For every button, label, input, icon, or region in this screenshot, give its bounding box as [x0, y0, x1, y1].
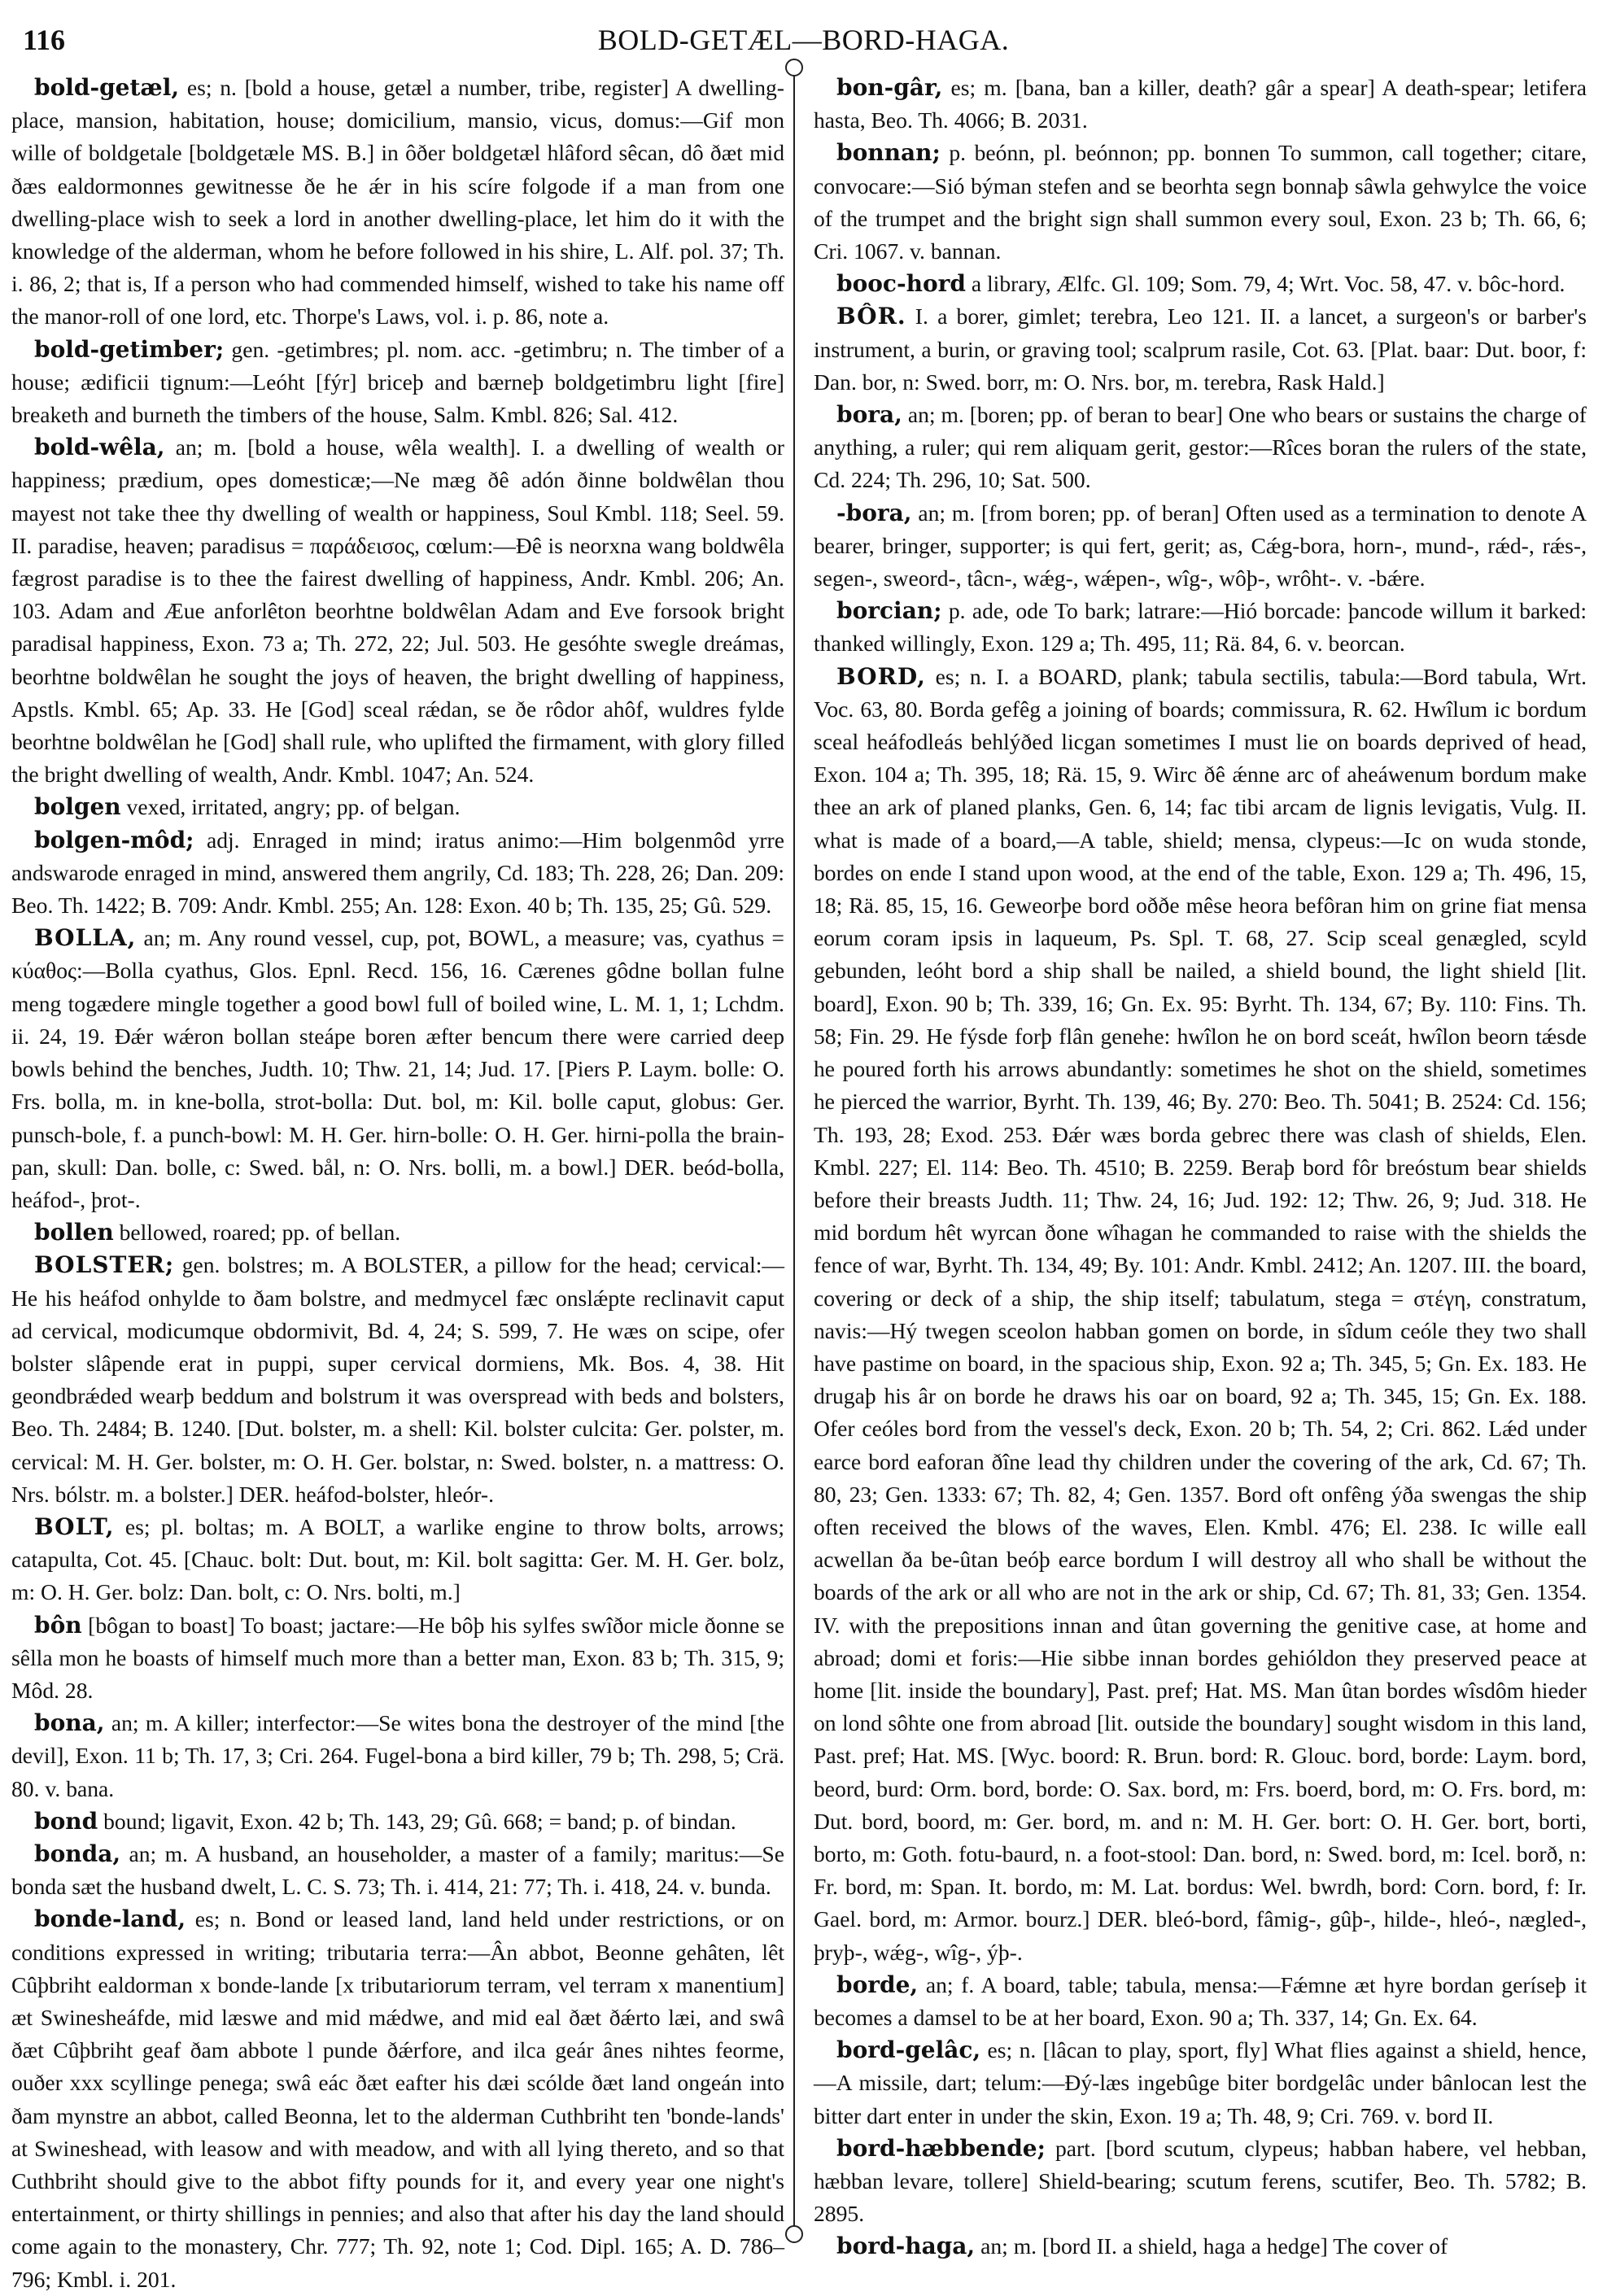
dictionary-entry: [11, 1903, 784, 2295]
entry-body: p. ade, ode To bark; latrare:—Hió borcade: þancode willum it barked: thanked willingly, Exon. 129 a; Th. 495, 11; Rä. 84, 6. v. beorcan.: [814, 598, 1587, 657]
headword: borde,: [836, 1971, 919, 1998]
headword: bolgen: [34, 793, 121, 821]
dictionary-entry: [11, 431, 784, 791]
entry-body: es; m. [bana, ban a killer, death? gâr a spear] A death-spear; letifera hasta, Beo. Th. 4066; B. 2031.: [814, 75, 1587, 133]
page-header: [23, 23, 1584, 63]
entry-body: es; n. [bold a house, getæl a number, tribe, register] A dwelling-place, mansion, habitation, house; domicilium, mansio, vicus, domus:—Gif mon wille of boldgetale [boldgetæle MS. B.] in ôðer boldgetæl hlâford sêcan, dô ðæt mid ðæs ealdormonnes gewitnesse ðe he ǽr in his scíre folgode if a man from one dwelling-place wish to seek a lord in another dwelling-place, let him do it with the knowledge of the alderman, whom he before followed in his shire, L. Alf. pol. 37; Th. i. 86, 2; that is, If a person who had commended himself, wished to take his name off the manor-roll of one lord, etc. Thorpe's Laws, vol. i. p. 86, note a.: [11, 75, 784, 330]
headword: bonda,: [34, 1840, 121, 1867]
dictionary-entry: [11, 1216, 784, 1249]
entry-body: an; m. [bord II. a shield, haga a hedge] The cover of: [975, 2233, 1448, 2259]
dictionary-entry: [814, 2230, 1587, 2263]
dictionary-entry: [814, 2132, 1587, 2231]
headword: BORD,: [836, 662, 926, 690]
entry-body: part. [bord scutum, clypeus; habban habere, vel hebban, hæbban levare, tollere] Shield-bearing; scutum ferens, scutifer, Beo. Th. 5782; B. 2895.: [814, 2135, 1587, 2227]
column-divider: [793, 67, 795, 2235]
entry-body: p. beónn, pl. beónnon; pp. bonnen To summon, call together; citare, convocare:—Sió býman stefen and se beorhta segn bonnaþ sâwla gehwylce the voice of the trumpet and the bright sign shall summon every soul, Exon. 23 b; Th. 66, 6; Cri. 1067. v. bannan.: [814, 140, 1587, 264]
dictionary-entry: [814, 1969, 1587, 2034]
dictionary-entry: [11, 922, 784, 1216]
entry-body: vexed, irritated, angry; pp. of belgan.: [120, 794, 461, 820]
dictionary-entry: [814, 72, 1587, 137]
divider-ornament-top: [785, 59, 803, 76]
entry-body: es; n. [lâcan to play, sport, fly] What flies against a shield, hence,—A missile, dart; telum:—Ðý-læs ingebûge biter bordgelâc under bânlocan lest the bitter dart enter in under the skin, Exon. 19 a; Th. 48, 9; Cri. 769. v. bord II.: [814, 2037, 1587, 2128]
dictionary-entry: [814, 268, 1587, 300]
headword: bold-getæl,: [34, 74, 180, 101]
entry-body: es; n. I. a BOARD, plank; tabula sectilis, tabula:—Bord tabula, Wrt. Voc. 63, 80. Borda gefêg a joining of boards; commissura, R. 62. Hwîlum ic bordum sceal heáfodleás behlýðed licgan sometimes I must lie on boards deprived of head, Exon. 104 a; Th. 395, 18; Rä. 15, 9. Wirc ðê ǽnne arc of aheáwenum bordum make thee an ark of planed planks, Gen. 6, 14; fac tibi arcam de lignis levigatis, Vulg. II. what is made of a board,—A table, shield; mensa, clypeus:—Ic on wuda stonde, bordes on ende I stand upon wood, at the end of the table, Exon. 129 a; Th. 496, 15, 18; Rä. 85, 15, 16. Geweorþe bord oððe mêse heora befôran him on grine fiat mensa eorum coram ipsis in laqueum, Ps. Spl. T. 68, 27. Scip sceal genægled, scyld gebunden, leóht bord a ship shall be nailed, a shield bound, the light shield [lit. board], Exon. 90 b; Th. 339, 16; Gn. Ex. 95: Byrht. Th. 134, 67; By. 110: Fins. Th. 58; Fin. 29. He fýsde forþ flân genehe: hwîlon he on bord sceát, hwîlon beorn tǽsde he poured forth his arrows abundantly: sometimes he shot on the shield, sometimes he pierced the warrior, Byrht. Th. 139, 46; By. 270: Beo. Th. 5041; B. 2524: Cd. 156; Th. 193, 28; Exod. 253. Ðǽr wæs borda gebrec there was clash of shields, Elen. Kmbl. 227; El. 114: Beo. Th. 4510; B. 2259. Beraþ bord fôr breóstum bear shields before their breasts Judth. 11; Thw. 24, 16; Jud. 192: 12; Thw. 26, 9; Jud. 318. He mid bordum hêt wyrcan ðone wîhagan he commanded to raise with the shields the fence of war, Byrht. Th. 134, 49; By. 101: Andr. Kmbl. 2412; An. 1207. III. the board, covering or deck of a ship, the ship itself; tabulatum, stega = στέγη, constratum, navis:—Hý twegen sceolon habban gomen on borde, in sîdum ceóle they two shall have pastime on board, in the spacious ship, Exon. 92 a; Th. 345, 5; Gn. Ex. 183. He drugaþ his âr on borde he draws his oar on board, 92 a; Th. 345, 15; Gn. Ex. 188. Ofer ceóles bord from the vessel's deck, Exon. 20 b; Th. 54, 2; Cri. 862. Lǽd under earce bord eaforan ðîne lead thy children under the covering of the ark, Cd. 67; Th. 80, 23; Gen. 1333: 67; Th. 82, 4; Gen. 1357. Bord oft onfêng ýða swengas the ship often received the blows of the waves, Elen. Kmbl. 476; El. 238. Ic wille eall acwellan ða be-ûtan beóþ earce bordum I will destroy all who shall be without the boards of the ark or all who are not in the ark or ship, Cd. 67; Th. 81, 33; Gen. 1354. IV. with the prepositions innan and ûtan governing the genitive case, at home and abroad; domi et foris:—Hie sibbe innan bordes gehióldon they preserved peace at home [lit. inside the boundary], Past. pref; Hat. MS. Man ûtan bordes wîsdôm hieder on lond sôhte one from abroad [lit. outside the boundary] sought wisdom in this land, Past. pref; Hat. MS. [Wyc. boord: R. Brun. bord: R. Glouc. bord, borde: Laym. bord, beord, burd: Orm. bord, borde: O. Sax. bord, m: Frs. boerd, bord, m: O. Frs. bord, m: Dut. bord, boord, m: Ger. bord, m. and n: M. H. Ger. bort: O. H. Ger. bort, borti, borto, m: Goth. fotu-baurd, n. a foot-stool: Dan. bord, n: Swed. bord, m: Icel. borð, n: Fr. bord, m: Span. It. bordo, m: M. Lat. bordus: Wel. bwrdh, bord: Corn. bord, f: Ir. Gael. bord, m: Armor. bourz.] DER. bleó-bord, fâmig-, gûþ-, hilde-, hleó-, nægled-, þryþ-, wǽg-, wîg-, ýþ-.: [814, 663, 1587, 1965]
dictionary-entry: [11, 824, 784, 923]
headword: bord-hæbbende;: [836, 2134, 1046, 2162]
dictionary-entry: [814, 497, 1587, 596]
entry-body: an; m. [boren; pp. of beran to bear] One who bears or sustains the charge of anything, a ruler; qui rem aliquam gerit, gestor:—Rîces boran the rulers of the state, Cd. 224; Th. 296, 10; Sat. 500.: [814, 402, 1587, 493]
entry-body: bellowed, roared; pp. of bellan.: [113, 1220, 401, 1246]
headword: BOLT,: [34, 1512, 115, 1540]
left-column: [11, 72, 784, 2296]
entry-body: an; m. Any round vessel, cup, pot, BOWL, a measure; vas, cyathus = κύαθος:—Bolla cyathus, Glos. Epnl. Recd. 156, 16. Cærenes gôdne bollan fulne meng togædere mingle together a good bowl full of boiled wine, L. M. 1, 1; Lchdm. ii. 24, 19. Ðǽr wǽron bollan steápe boren æfter bencum there were carried deep bowls behind the benches, Judth. 10; Thw. 21, 14; Jud. 17. [Piers P. Laym. bolle: O. Frs. bolla, m. in kne-bolla, strot-bolla: Dut. bol, m: Kil. bolle caput, globus: Ger. punsch-bole, f. a punch-bowl: M. H. Ger. hirn-bolle: O. H. Ger. hirni-polla the brain-pan, skull: Dan. bolle, c: Swed. bål, n: O. Nrs. bolli, m. a bowl.] DER. beód-bolla, heáfod-, þrot-.: [11, 925, 784, 1212]
dictionary-entry: [11, 1609, 784, 1708]
headword: bonnan;: [836, 139, 941, 167]
entry-body: an; f. A board, table; tabula, mensa:—Fǽmne æt hyre bordan geríseþ it becomes a damsel to be at her board, Exon. 90 a; Th. 337, 14; Gn. Ex. 64.: [814, 1971, 1587, 2030]
dictionary-entry: [11, 1838, 784, 1903]
headword: bolgen-môd;: [34, 826, 194, 853]
dictionary-entry: [11, 1707, 784, 1805]
right-column: [814, 72, 1587, 2263]
dictionary-entry: [814, 300, 1587, 399]
entry-body: an; m. A husband, an householder, a master of a family; maritus:—Se bonda sæt the husband dwelt, L. C. S. 73; Th. i. 414, 21: 77; Th. i. 418, 24. v. bunda.: [11, 1840, 784, 1900]
divider-ornament-bottom: [785, 2225, 803, 2243]
headword: BOLLA,: [34, 924, 137, 952]
dictionary-entry: [11, 72, 784, 334]
headword: bôn: [34, 1611, 82, 1639]
dictionary-entry: [11, 1249, 784, 1511]
entry-body: adj. Enraged in mind; iratus animo:—Him bolgenmôd yrre andswarode enraged in mind, answered them angrily, Cd. 183; Th. 228, 26; Dan. 209: Beo. Th. 1422; B. 709: Andr. Kmbl. 255; An. 128: Exon. 40 b; Th. 135, 25; Gû. 529.: [11, 827, 784, 919]
headword: bollen: [34, 1219, 114, 1246]
entry-body: an; m. [bold a house, wêla wealth]. I. a dwelling of wealth or happiness; prædium, opes domesticæ;—Ne mæg ðê adón ðinne boldwêlan thou mayest not take thee thy dwelling of wealth or happiness, Soul Kmbl. 118; Seel. 59. II. paradise, heaven; paradisus = παράδεισος, cœlum:—Ðê is neorxna wang boldwêla fægrost paradise is to thee the fairest dwelling of happiness, Andr. Kmbl. 206; An. 103. Adam and Æue anforlêton beorhtne boldwêlan Adam and Eve forsook bright paradisal happiness, Exon. 73 a; Th. 272, 22; Jul. 503. He gesóhte swegle dreámas, beorhtne boldwêlan he sought the joys of heaven, the bright dwelling of happiness, Apstls. Kmbl. 65; Ap. 33. He [God] sceal rǽdan, se ðe rôdor ahôf, wuldres fylde beorhtne boldwêlan he [God] shall rule, who uplifted the firmament, with glory filled the bright dwelling of wealth, Andr. Kmbl. 1047; An. 524.: [11, 434, 784, 788]
dictionary-entry: [814, 137, 1587, 268]
entry-body: es; n. Bond or leased land, land held under restrictions, or on conditions expressed in writing; tributaria terra:—Ân abbot, Beonne gehâten, lêt Cûþbriht ealdorman x bonde-lande [x tributariorum terram, vel terram x manentium] æt Swinesheáfde, mid læswe and mid mǽdwe, and mid eal ðæt ðǽrto læi, and swâ ðæt Cûþbriht geaf ðam abbote l punde ðǽrfore, and ilca geár ânes nihtes feorme, ouðer xxx scyllinge penega; swâ eác ðæt eafter his dæi scólde ðæt land ongeán into ðam mynstre an abbot, called Beonna, let to the alderman Cuthbriht ten 'bonde-lands' at Swineshead, with leasow and with meadow, and with all lying thereto, and so that Cuthbriht should give to the abbot fifty pounds for it, and every year one night's entertainment, or thirty shillings in pennies; and also that after his day the land should come again to the monastery, Chr. 777; Th. 92, note 1; Cod. Dipl. 165; A. D. 786–796; Kmbl. i. 201.: [11, 1906, 784, 2292]
dictionary-entry: [11, 1805, 784, 1838]
entry-body: [bôgan to boast] To boast; jactare:—He bôþ his sylfes swîðor micle ðonne se sêlla mon he boasts of himself much more than a better man, Exon. 83 b; Th. 315, 9; Môd. 28.: [11, 1612, 784, 1703]
headword: booc-hord: [836, 270, 966, 298]
headword: bord-gelâc,: [836, 2036, 981, 2064]
entry-body: es; pl. boltas; m. A BOLT, a warlike engine to throw bolts, arrows; catapulta, Cot. 45. [Chauc. bolt: Dut. bout, m: Kil. bolt sagitta: Ger. M. H. Ger. bolz, m: O. H. Ger. bolz: Dan. bolt, c: O. Nrs. bolti, m.]: [11, 1513, 784, 1605]
entry-body: gen. -getimbres; pl. nom. acc. -getimbru; n. The timber of a house; ædificii tignum:—Leóht [fýr] briceþ and bærneþ boldgetimbru light [fire] breaketh and burneth the timbers of the house, Salm. Kmbl. 826; Sal. 412.: [11, 336, 784, 428]
entry-body: gen. bolstres; m. A BOLSTER, a pillow for the head; cervical:—He his heáfod onhylde to ðam bolstre, and medmycel fæc onslǽpte reclinavit caput ad cervical, modicumque obdormivit, Bd. 4, 24; S. 599, 7. He wæs on scipe, ofer bolster slâpende erat in puppi, super cervical dormiens, Mk. Bos. 4, 38. Hit geondbrǽded wearþ beddum and bolstrum it was overspread with beds and bolsters, Beo. Th. 2484; B. 1240. [Dut. bolster, m. a shell: Kil. bolster culcita: Ger. polster, m. cervical: M. H. Ger. bolster, m: O. H. Ger. bolstar, n: Swed. bolster, n. a mattress: O. Nrs. bólstr. m. a bolster.] DER. heáfod-bolster, hleór-.: [11, 1252, 784, 1507]
headword: -bora,: [836, 499, 912, 526]
dictionary-entry: [11, 791, 784, 823]
page-number: 116: [23, 24, 66, 56]
entry-body: a library, Ælfc. Gl. 109; Som. 79, 4; Wrt. Voc. 58, 47. v. bôc-hord.: [965, 271, 1566, 297]
headword: bond: [34, 1807, 98, 1835]
headword: bonde-land,: [34, 1905, 186, 1933]
headword: bord-haga,: [836, 2233, 976, 2260]
dictionary-entry: [11, 1511, 784, 1609]
dictionary-entry: [11, 334, 784, 432]
headword: bold-wêla,: [34, 434, 165, 461]
headword: bon-gâr,: [836, 74, 943, 101]
entry-body: I. a borer, gimlet; terebra, Leo 121. II. a lancet, a surgeon's or barber's instrument, a burin, or graving tool; scalprum rasile, Cot. 63. [Plat. baar: Dut. boor, f: Dan. bor, n: Swed. borr, m: O. Nrs. bor, m. terebra, Rask Hald.]: [814, 303, 1587, 395]
entry-body: bound; ligavit, Exon. 42 b; Th. 143, 29; Gû. 668; = band; p. of bindan.: [98, 1808, 736, 1834]
running-title: BOLD-GETÆL—BORD-HAGA.: [597, 24, 1010, 56]
headword: bora,: [836, 401, 902, 429]
entry-body: an; m. [from boren; pp. of beran] Often used as a termination to denote A bearer, bringer, supporter; is qui fert, gerit; as, Cǽg-bora, horn-, mund-, rǽd-, rǽs-, segen-, sweord-, tâcn-, wǽg-, wǽpen-, wîg-, wôþ-, wrôht-. v. -bǽre.: [814, 500, 1587, 591]
headword: bona,: [34, 1709, 105, 1737]
dictionary-entry: [814, 595, 1587, 660]
dictionary-entry: [814, 2034, 1587, 2132]
dictionary-entry: [814, 661, 1587, 1969]
headword: borcian;: [836, 597, 942, 625]
dictionary-entry: [814, 399, 1587, 497]
headword: bold-getimber;: [34, 335, 225, 363]
entry-body: an; m. A killer; interfector:—Se wites bona the destroyer of the mind [the devil], Exon. 11 b; Th. 17, 3; Cri. 264. Fugel-bona a bird killer, 79 b; Th. 298, 5; Crä. 80. v. bana.: [11, 1710, 784, 1801]
headword: BÔR.: [836, 303, 906, 330]
headword: BOLSTER;: [34, 1251, 175, 1279]
